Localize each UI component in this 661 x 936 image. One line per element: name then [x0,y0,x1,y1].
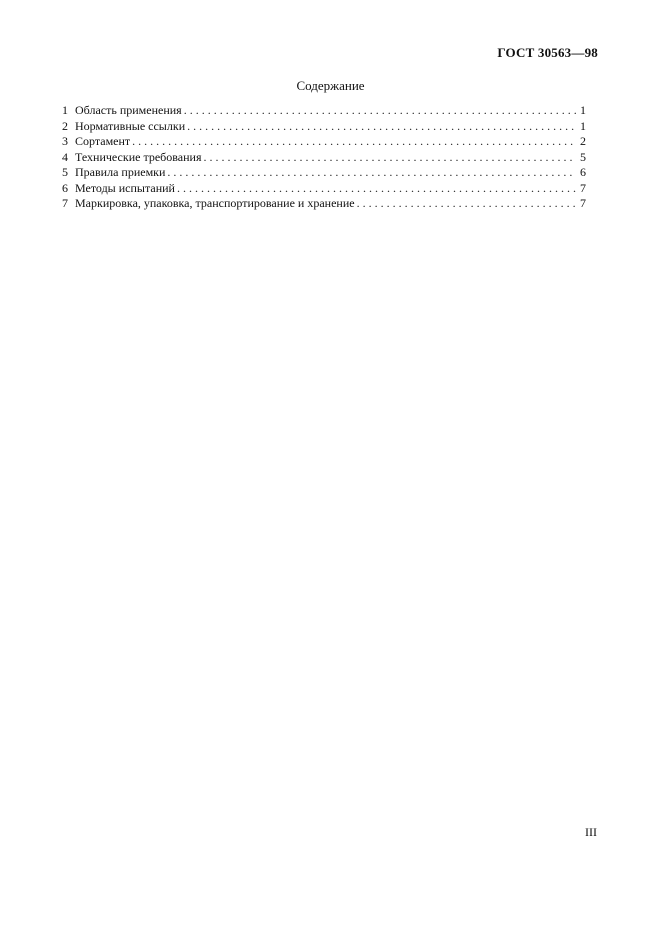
toc-entry-page: 1 [580,103,586,117]
toc-dot-leader [132,134,576,150]
toc-entry-page: 1 [580,118,586,133]
toc-entry-number: 2 [62,118,68,133]
toc-entry-label: Нормативные ссылки [75,118,186,133]
toc-entry[interactable] [62,134,586,150]
toc-entry-label: Методы испытаний [75,180,175,195]
toc-entry-number: 4 [62,149,68,164]
toc-entry[interactable] [62,196,586,212]
toc-dot-leader [203,150,576,166]
toc-entry-number: 1 [62,103,68,117]
toc-entry-label: Сортамент [75,134,131,148]
toc-entry-page: 6 [580,165,586,179]
toc-entry-page: 2 [580,134,586,148]
document-code: ГОСТ 30563—98 [497,45,598,60]
toc-entry-label: Маркировка, упаковка, транспортирование и хранение [75,196,355,210]
page-number: III [585,825,597,839]
toc-entry-number: 7 [62,196,68,210]
toc-entry-number: 6 [62,180,68,195]
toc-dot-leader [167,165,576,181]
toc-entry-number: 5 [62,165,68,179]
toc-entry[interactable] [62,150,586,166]
toc-entry-label: Область применения [75,103,182,117]
toc-title: Содержание [296,78,365,93]
toc-entry-number: 3 [62,134,68,148]
toc-entry[interactable] [62,103,586,119]
table-of-contents [62,103,586,212]
toc-entry-label: Правила приемки [75,165,166,179]
toc-dot-leader [187,119,576,135]
toc-entry[interactable] [62,119,586,135]
toc-entry-label: Технические требования [75,149,202,164]
toc-entry[interactable] [62,181,586,197]
toc-dot-leader [357,196,576,212]
toc-entry-page: 7 [580,196,586,210]
toc-entry-page: 5 [580,149,586,164]
toc-entry-page: 7 [580,180,586,195]
toc-dot-leader [184,103,576,119]
toc-entry[interactable] [62,165,586,181]
toc-dot-leader [177,181,576,197]
